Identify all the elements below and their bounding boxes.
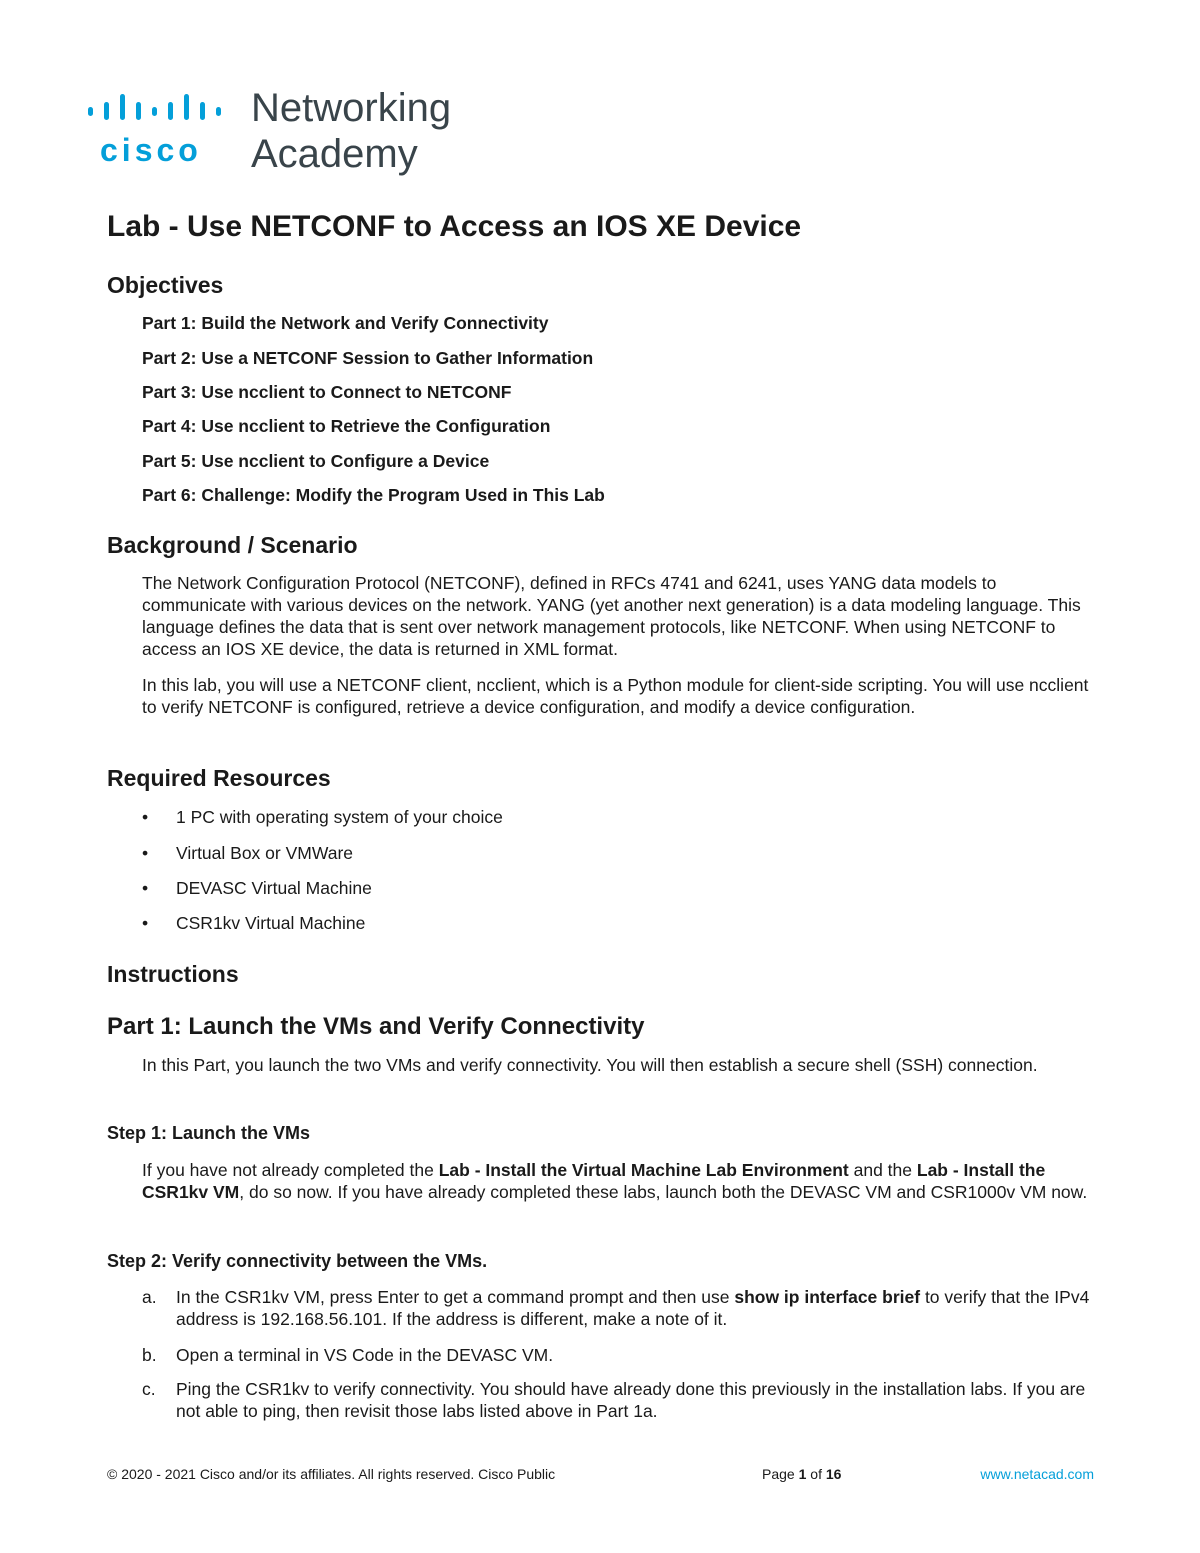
- page-number-part: 16: [825, 1466, 842, 1482]
- part1-heading: Part 1: Launch the VMs and Verify Connectivity: [107, 1013, 645, 1040]
- page-number-part: of: [806, 1466, 826, 1482]
- step1-text: If you have not already completed the Lab - Install the Virtual Machine Lab Environment and the Lab - Install the CSR1kv VM, do so now. If you have already completed these labs, launch both the DEVASC VM and CSR1000v VM now.: [142, 1160, 1088, 1202]
- resource-label: CSR1kv Virtual Machine: [176, 913, 366, 933]
- page-title: Lab - Use NETCONF to Access an IOS XE Device: [107, 210, 802, 243]
- resource-label: 1 PC with operating system of your choice: [176, 807, 503, 827]
- logo-line-academy: Academy: [251, 132, 418, 176]
- cisco-bridge-icon: [86, 94, 234, 120]
- page-number-part: Page: [762, 1466, 799, 1482]
- objective-item: Part 6: Challenge: Modify the Program Used in This Lab: [142, 485, 605, 505]
- background-paragraph: The Network Configuration Protocol (NETCONF), defined in RFCs 4741 and 6241, uses YANG data models to communicate with various devices on the network. YANG (yet another next generation) is a data modeling language. This language defines the data that is sent over network management protocols, like NETCONF. When using NETCONF to access an IOS XE device, the data is returned in XML format.: [142, 573, 1081, 659]
- objective-item: Part 5: Use ncclient to Configure a Device: [142, 451, 490, 471]
- netacad-link[interactable]: www.netacad.com: [980, 1466, 1094, 1482]
- bullet-icon: •: [142, 843, 149, 863]
- bullet-icon: •: [142, 807, 149, 827]
- resource-item: [142, 807, 503, 828]
- resource-item: [142, 913, 365, 934]
- cisco-networking-academy-logo: [86, 86, 486, 178]
- resources-heading: Required Resources: [107, 765, 331, 791]
- resource-label: Virtual Box or VMWare: [176, 843, 353, 863]
- step2-item-c: c. Ping the CSR1kv to verify connectivity. You should have already done this previously in the installation labs. If you are not able to ping, then revisit those labs listed above in Part 1a.: [142, 1379, 1086, 1421]
- background-paragraph: In this lab, you will use a NETCONF client, ncclient, which is a Python module for client-side scripting. You will use ncclient to verify NETCONF is configured, retrieve a device configuration, and modify a device configuration.: [142, 675, 1089, 717]
- step2-heading: Step 2: Verify connectivity between the VMs.: [107, 1251, 488, 1271]
- instructions-heading: Instructions: [107, 961, 239, 987]
- step2-item-a: a. In the CSR1kv VM, press Enter to get a command prompt and then use show ip interface brief to verify that the IPv4 address is 192.168.56.101. If the address is different, make a note of it.: [142, 1287, 1090, 1329]
- resource-label: DEVASC Virtual Machine: [176, 878, 372, 898]
- command-text: show ip interface brief: [734, 1287, 921, 1307]
- logo-line-networking: Networking: [251, 86, 452, 130]
- objective-item: Part 4: Use ncclient to Retrieve the Configuration: [142, 416, 551, 436]
- bullet-icon: •: [142, 913, 149, 933]
- step2-item-b: b. Open a terminal in VS Code in the DEVASC VM.: [142, 1345, 554, 1365]
- objectives-heading: Objectives: [107, 272, 224, 298]
- copyright-notice: © 2020 - 2021 Cisco and/or its affiliates. All rights reserved. Cisco Public: [107, 1466, 556, 1482]
- objective-item: Part 3: Use ncclient to Connect to NETCONF: [142, 382, 512, 402]
- objective-item: Part 1: Build the Network and Verify Connectivity: [142, 313, 549, 333]
- page-number: [762, 1466, 841, 1482]
- lab-reference: Lab - Install the CSR1kv VM: [142, 1160, 1046, 1202]
- bullet-icon: •: [142, 878, 149, 898]
- part1-intro: In this Part, you launch the two VMs and verify connectivity. You will then establish a secure shell (SSH) connection.: [142, 1055, 1038, 1075]
- background-heading: Background / Scenario: [107, 532, 358, 558]
- resource-item: [142, 843, 353, 864]
- resource-item: [142, 878, 372, 899]
- objective-item: Part 2: Use a NETCONF Session to Gather Information: [142, 348, 594, 368]
- page-number-part: 1: [798, 1466, 807, 1482]
- lab-reference: Lab - Install the Virtual Machine Lab Environment: [438, 1160, 849, 1180]
- cisco-wordmark: cisco: [100, 132, 202, 168]
- step1-heading: Step 1: Launch the VMs: [107, 1123, 311, 1143]
